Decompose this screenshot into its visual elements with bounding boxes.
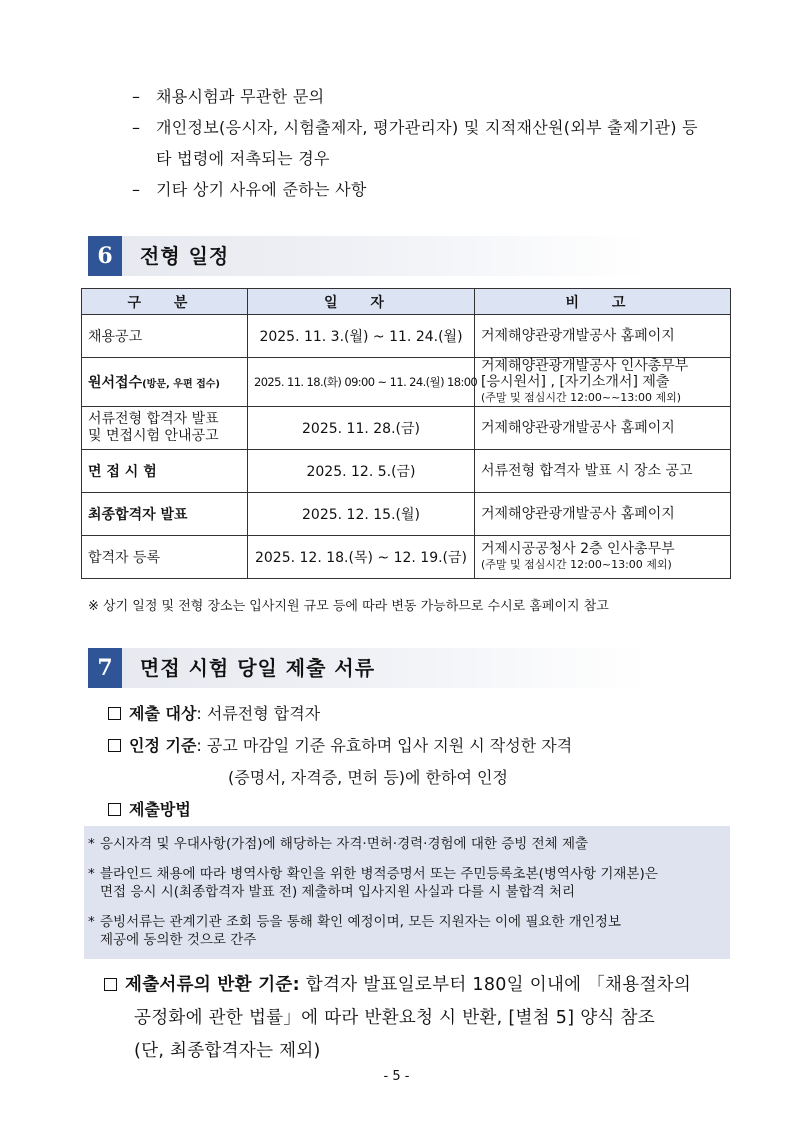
table-row: 최종합격자 발표 2025. 12. 15.(월) 거제해양관광개발공사 홈페이지 [82, 493, 731, 536]
checkbox-icon [108, 739, 121, 752]
method-note: * 블라인드 채용에 따라 병역사항 확인을 위한 병적증명서 또는 주민등록초본(병역사항 기재본)은 [88, 866, 658, 882]
column-header: 비 고 [475, 289, 731, 315]
table-row: 서류전형 합격자 발표 및 면접시험 안내공고 2025. 11. 28.(금) 거제해양관광개발공사 홈페이지 [82, 407, 731, 450]
return-line: (단, 최종합격자는 제외) [134, 1041, 321, 1061]
item-return: 제출서류의 반환 기준: 합격자 발표일로부터 180일 이내에 「채용절차의 [104, 973, 691, 997]
column-header: 일 자 [248, 289, 475, 315]
method-note-continuation: 면접 응시 시(최종합격자 발표 전) 제출하며 입사지원 사실과 다를 시 불합격 처리 [100, 884, 576, 900]
table-footnote: ※ 상기 일정 및 전형 장소는 입사지원 규모 등에 따라 변동 가능하므로 수시로 홈페이지 참고 [88, 599, 609, 614]
section-header-7 [88, 648, 648, 688]
section-header-6 [88, 236, 648, 276]
checkbox-icon [108, 707, 121, 720]
bullet-continuation: 타 법령에 저촉되는 경우 [156, 149, 330, 168]
table-row: 원서접수(방문, 우편 접수) 2025. 11. 18.(화) 09:00 ~ 11. 24.(월) 18:00 거제해양관광개발공사 인사총무부 [응시원서] , [자기소개서] 제출 (주말 및 점심시간 12:00~~13:00 제외) [82, 358, 731, 407]
return-line: 공정화에 관한 법률」에 따라 반환요청 시 반환, [별첨 5] 양식 참조 [134, 1008, 655, 1028]
table-row: 채용공고 2025. 11. 3.(월) ~ 11. 24.(월) 거제해양관광개발공사 홈페이지 [82, 315, 731, 358]
item-method: 제출방법 [108, 799, 191, 821]
column-header: 구 분 [82, 289, 248, 315]
method-note: * 증빙서류는 관계기관 조회 등을 통해 확인 예정이며, 모든 지원자는 이에 필요한 개인정보 [88, 914, 621, 930]
method-note: * 응시자격 및 우대사항(가점)에 해당하는 자격·면허·경력·경험에 대한 증빙 전체 제출 [88, 836, 589, 852]
section-number: 6 [88, 236, 122, 276]
item-criteria: 인정 기준: 공고 마감일 기준 유효하며 입사 지원 시 작성한 자격 [108, 735, 572, 757]
checkbox-icon [104, 978, 117, 991]
schedule-table [81, 288, 731, 579]
item-target: 제출 대상: 서류전형 합격자 [108, 703, 320, 725]
dash-icon: – [132, 87, 141, 106]
section-number: 7 [88, 648, 122, 688]
bullet-item: – 기타 상기 사유에 준하는 사항 [132, 180, 367, 199]
table-row: 면 접 시 험 2025. 12. 5.(금) 서류전형 합격자 발표 시 장소 공고 [82, 450, 731, 493]
dash-icon: – [132, 180, 141, 199]
section-title: 전형 일정 [140, 244, 230, 268]
dash-icon: – [132, 118, 141, 137]
bullet-item: – 채용시험과 무관한 문의 [132, 87, 325, 106]
checkbox-icon [108, 803, 121, 816]
item-criteria-continuation: (증명서, 자격증, 면허 등)에 한하여 인정 [228, 768, 508, 787]
table-header-row [82, 289, 731, 315]
method-note-continuation: 제공에 동의한 것으로 간주 [100, 932, 257, 948]
table-row: 합격자 등록 2025. 12. 18.(목) ~ 12. 19.(금) 거제시공공청사 2층 인사총무부 (주말 및 점심시간 12:00~13:00 제외) [82, 536, 731, 579]
section-title: 면접 시험 당일 제출 서류 [140, 656, 376, 680]
page-number: - 5 - [383, 1069, 410, 1084]
bullet-item: – 개인정보(응시자, 시험출제자, 평가관리자) 및 지적재산원(외부 출제기관) 등 [132, 118, 698, 137]
